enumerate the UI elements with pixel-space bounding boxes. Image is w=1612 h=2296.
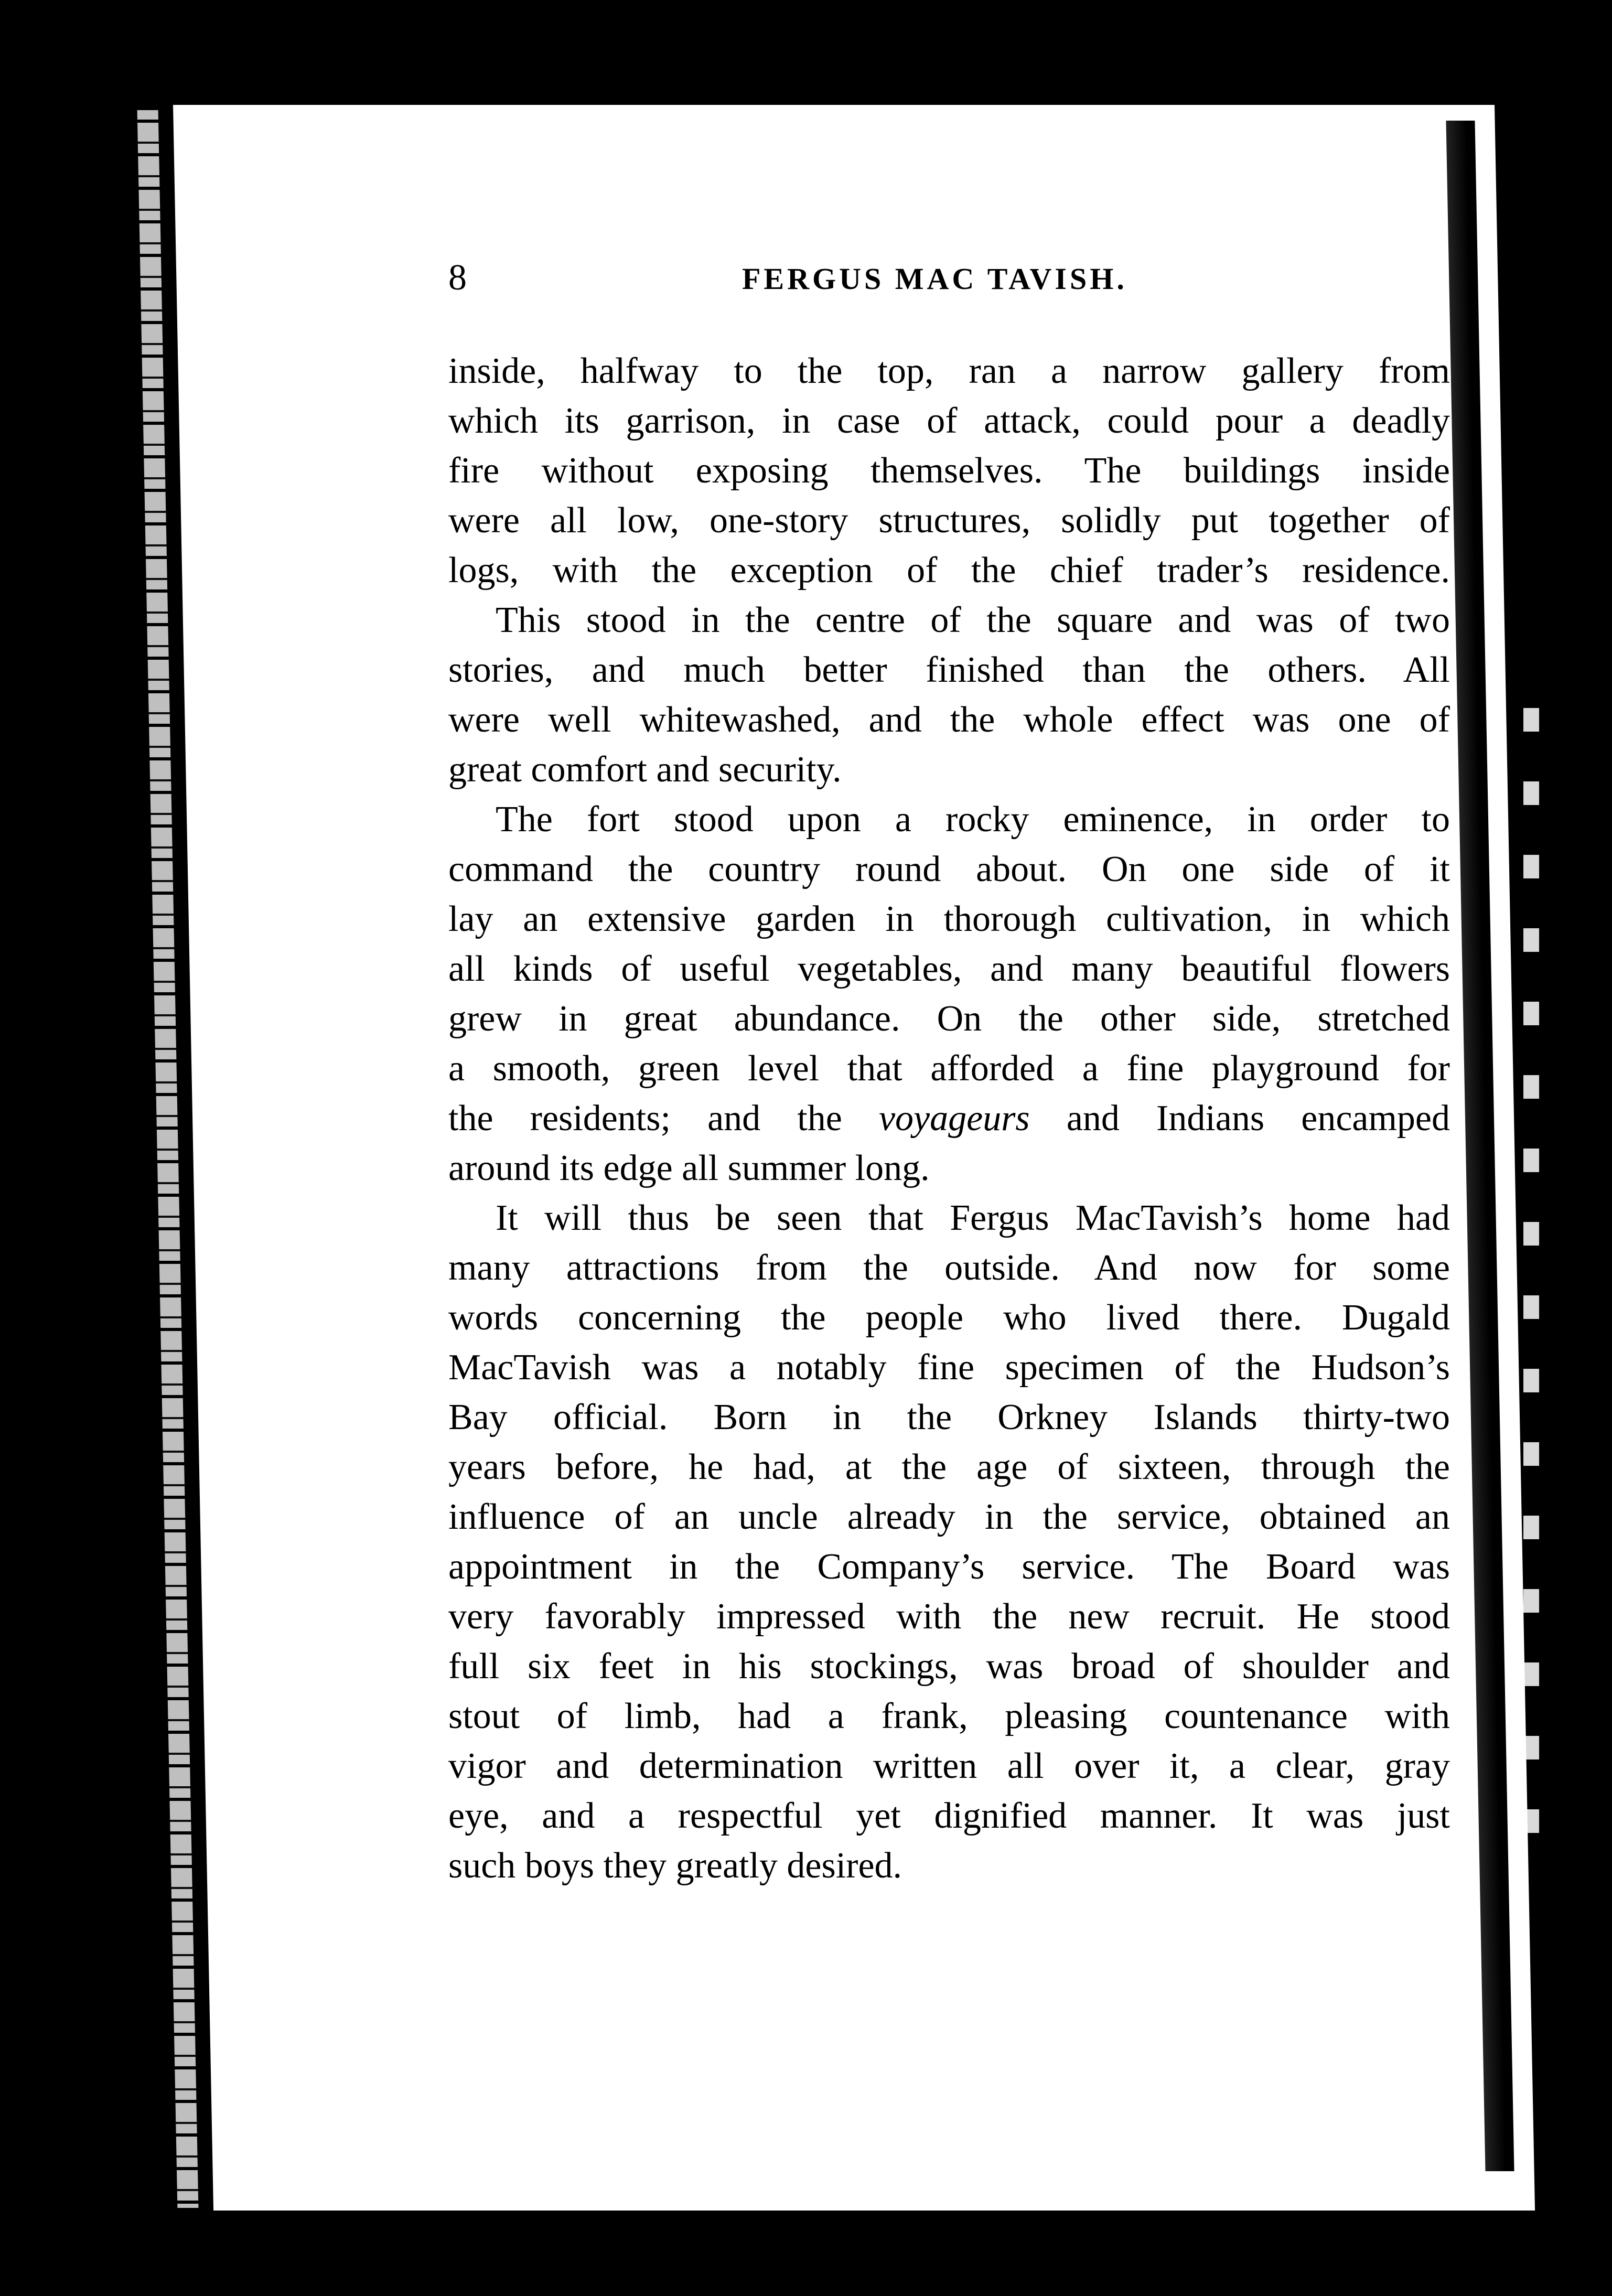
text-line: stout of limb, had a frank, pleasing countenance with <box>448 1696 1450 1736</box>
text-segment: and Indians encamped <box>1029 1098 1450 1139</box>
text-line: all kinds of useful vegetables, and many beautiful flowers <box>448 949 1450 989</box>
text-line: influence of an uncle already in the service, obtained an <box>448 1497 1450 1537</box>
text-line: were well whitewashed, and the whole effect was one of <box>448 700 1450 740</box>
page-content <box>448 257 1476 1891</box>
text-line: appointment in the Company’s service. The Board was <box>448 1547 1450 1587</box>
running-head-title: FERGUS MAC TAVISH. <box>742 262 1127 296</box>
italic-word: voyageurs <box>878 1098 1030 1139</box>
text-segment: the residents; and the <box>448 1098 879 1139</box>
text-line: very favorably impressed with the new recruit. He stood <box>448 1596 1450 1637</box>
text-line: fire without exposing themselves. The buildings inside <box>448 450 1450 491</box>
running-head <box>448 257 1476 315</box>
text-line: lay an extensive garden in thorough cultivation, in which <box>448 899 1450 939</box>
text-line: inside, halfway to the top, ran a narrow gallery from <box>448 351 1450 391</box>
text-line: around its edge all summer long. <box>448 1148 930 1188</box>
text-line: words concerning the people who lived there. Dugald <box>448 1297 1450 1338</box>
text-line: which its garrison, in case of attack, could pour a deadly <box>448 401 1450 441</box>
text-line: It will thus be seen that Fergus MacTavish’s home had <box>496 1198 1450 1238</box>
text-line: This stood in the centre of the square and was of two <box>496 600 1450 640</box>
text-line: Bay official. Born in the Orkney Islands thirty-two <box>448 1397 1450 1437</box>
text-line: grew in great abundance. On the other side, stretched <box>448 999 1450 1039</box>
text-line: such boys they greatly desired. <box>448 1846 902 1886</box>
text-line: full six feet in his stockings, was broad of shoulder and <box>448 1646 1450 1687</box>
text-line: stories, and much better finished than the others. All <box>448 650 1450 690</box>
text-line: vigor and determination written all over it, a clear, gray <box>448 1746 1450 1786</box>
text-line: were all low, one-story structures, solidly put together of <box>448 500 1450 541</box>
text-line: a smooth, green level that afforded a fine playground for <box>448 1048 1450 1089</box>
text-line: logs, with the exception of the chief trader’s residence. <box>448 550 1450 591</box>
body-text <box>448 346 1476 1891</box>
text-line: many attractions from the outside. And now for some <box>448 1248 1450 1288</box>
text-line: command the country round about. On one side of it <box>448 849 1450 889</box>
text-line <box>448 1093 1450 1143</box>
page-number: 8 <box>448 258 467 298</box>
text-line: eye, and a respectful yet dignified manner. It was just <box>448 1796 1450 1836</box>
text-line: MacTavish was a notably fine specimen of the Hudson’s <box>448 1347 1450 1388</box>
next-page-edge-marks <box>1523 708 1539 1862</box>
text-line: years before, he had, at the age of sixteen, through the <box>448 1447 1450 1487</box>
text-line: great comfort and security. <box>448 749 842 790</box>
text-line: The fort stood upon a rocky eminence, in order to <box>496 799 1450 840</box>
